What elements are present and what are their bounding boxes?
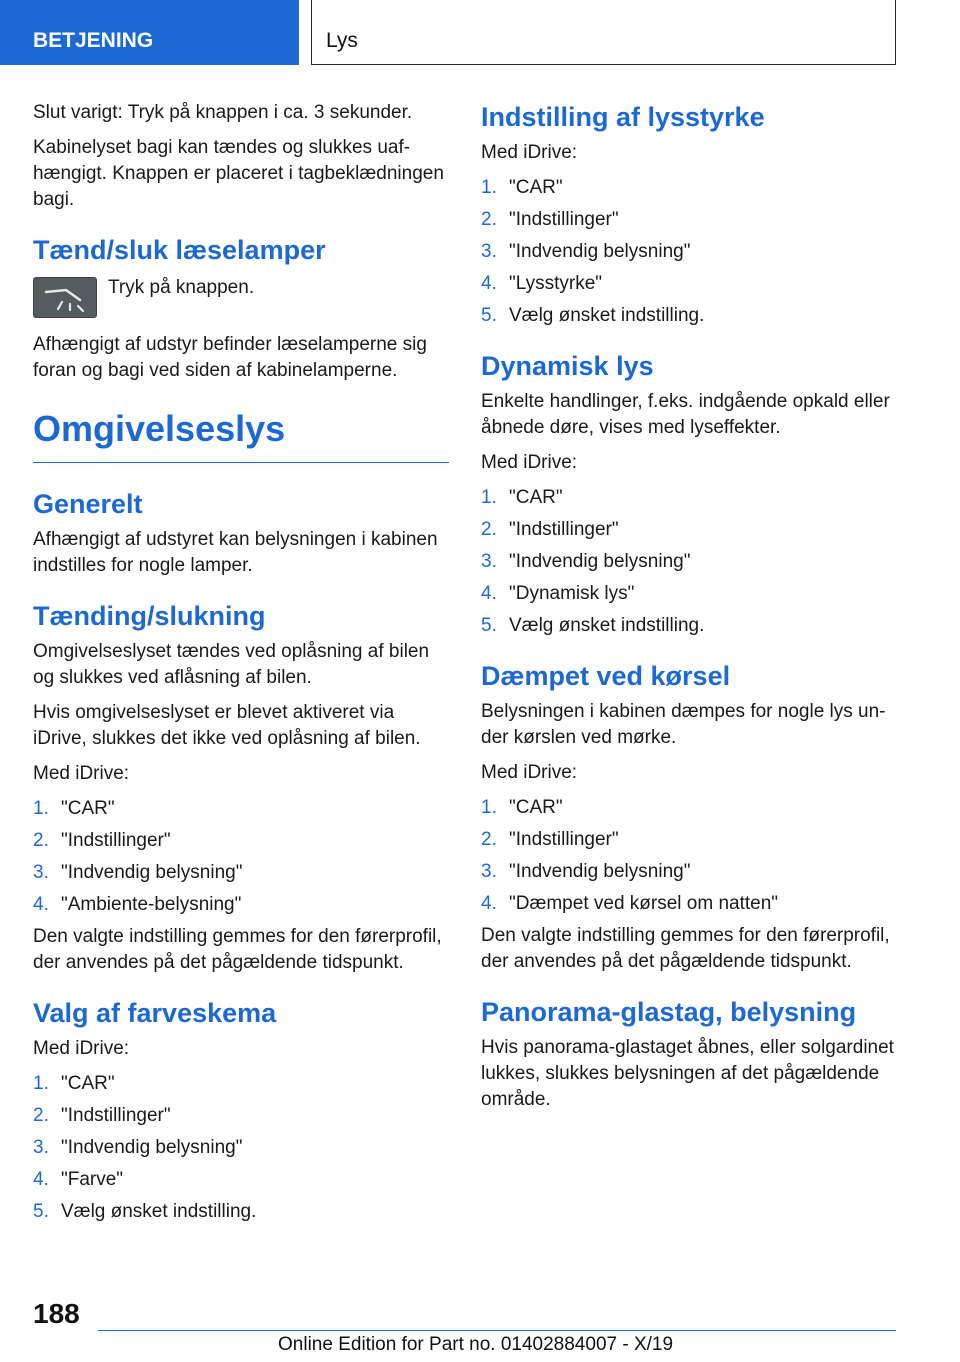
- intro-paragraph-1: Slut varigt: Tryk på knappen i ca. 3 sekunder.: [33, 102, 413, 123]
- page-number: 188: [33, 1298, 80, 1329]
- list-item: 3. "Indvendig belysning": [33, 1137, 243, 1158]
- list-item: 4. "Ambiente-belysning": [33, 894, 242, 915]
- reading-lamps-heading: Tænd/sluk læselamper: [33, 235, 326, 265]
- dynamic-idrive-label: Med iDrive:: [481, 452, 578, 473]
- switching-heading: Tænding/slukning: [33, 601, 266, 631]
- list-item: 2. "Indstillinger": [33, 1105, 171, 1126]
- list-item: 2. "Indstillinger": [481, 209, 619, 230]
- footer-divider: [98, 1330, 896, 1331]
- switching-text-2: Hvis omgivelseslyset er blevet aktiveret via iDrive, slukkes det ikke ved oplåsning af bilen.: [33, 702, 421, 749]
- right-column: [481, 100, 897, 1122]
- brightness-idrive-label: Med iDrive:: [481, 142, 578, 163]
- section-tab: BETJENING: [0, 0, 299, 65]
- panorama-text: Hvis panorama-glastaget åbnes, eller solgardinet lukkes, slukkes belysningen af det pågældende område.: [481, 1037, 894, 1110]
- list-item: 5. Vælg ønsket indstilling.: [481, 615, 705, 636]
- list-item: 1. "CAR": [481, 177, 563, 198]
- list-item: 2. "Indstillinger": [33, 830, 171, 851]
- dynamic-steps: [481, 485, 897, 639]
- color-idrive-label: Med iDrive:: [33, 1038, 130, 1059]
- dimmed-driving-heading: Dæmpet ved kørsel: [481, 661, 731, 691]
- list-item: 4. "Farve": [33, 1169, 124, 1190]
- footer-edition: Online Edition for Part no. 01402884007 - X/19: [278, 1334, 674, 1355]
- brightness-heading: Indstilling af lysstyrke: [481, 102, 765, 132]
- panorama-heading: Panorama-glastag, belysning: [481, 997, 857, 1027]
- dimmed-idrive-label: Med iDrive:: [481, 762, 578, 783]
- list-item: 4. "Lysstyrke": [481, 273, 603, 294]
- reading-lamp-icon: [33, 277, 97, 318]
- switching-idrive-label: Med iDrive:: [33, 763, 130, 784]
- brightness-steps: [481, 175, 897, 329]
- list-item: 2. "Indstillinger": [481, 829, 619, 850]
- left-column: [33, 100, 449, 1231]
- list-item: 4. "Dynamisk lys": [481, 583, 635, 604]
- list-item: 1. "CAR": [33, 798, 115, 819]
- list-item: 5. Vælg ønsket indstilling.: [33, 1201, 257, 1222]
- list-item: 4. "Dæmpet ved kørsel om natten": [481, 893, 779, 914]
- intro-paragraph-2: Kabinelyset bagi kan tændes og slukkes uaf‐hængigt. Knappen er placeret i tagbeklædningen bagi.: [33, 137, 444, 210]
- dynamic-light-text: Enkelte handlinger, f.eks. indgående opkald eller åbnede døre, vises med lyseffekter.: [481, 391, 890, 438]
- ambient-light-title: Omgivelseslys: [33, 408, 449, 463]
- dynamic-light-heading: Dynamisk lys: [481, 351, 654, 381]
- color-steps: [33, 1071, 449, 1225]
- list-item: 3. "Indvendig belysning": [481, 241, 691, 262]
- reading-lamp-instruction: [33, 273, 449, 318]
- list-item: 1. "CAR": [481, 797, 563, 818]
- list-item: 1. "CAR": [33, 1073, 115, 1094]
- reading-lamp-icon-text: Tryk på knappen.: [108, 277, 255, 298]
- list-item: 2. "Indstillinger": [481, 519, 619, 540]
- list-item: 3. "Indvendig belysning": [481, 551, 691, 572]
- list-item: 3. "Indvendig belysning": [481, 861, 691, 882]
- switching-steps: [33, 796, 449, 918]
- list-item: 1. "CAR": [481, 487, 563, 508]
- switching-text-3: Den valgte indstilling gemmes for den førerprofil, der anvendes på det pågældende tidspunkt.: [33, 926, 442, 973]
- dimmed-driving-text-2: Den valgte indstilling gemmes for den førerprofil, der anvendes på det pågældende tidspunkt.: [481, 925, 890, 972]
- dimmed-steps: [481, 795, 897, 917]
- dimmed-driving-text: Belysningen i kabinen dæmpes for nogle lys un‐der kørslen ved mørke.: [481, 701, 886, 748]
- general-text: Afhængigt af udstyret kan belysningen i kabinen indstilles for nogle lamper.: [33, 529, 438, 576]
- list-item: 5. Vælg ønsket indstilling.: [481, 305, 705, 326]
- switching-text-1: Omgivelseslyset tændes ved oplåsning af bilen og slukkes ved aflåsning af bilen.: [33, 641, 430, 688]
- list-item: 3. "Indvendig belysning": [33, 862, 243, 883]
- chapter-tab: Lys: [311, 0, 896, 65]
- color-scheme-heading: Valg af farveskema: [33, 998, 277, 1028]
- reading-lamps-text: Afhængigt af udstyr befinder læselamperne sig foran og bagi ved siden af kabinelamperne.: [33, 334, 427, 381]
- general-heading: Generelt: [33, 489, 143, 519]
